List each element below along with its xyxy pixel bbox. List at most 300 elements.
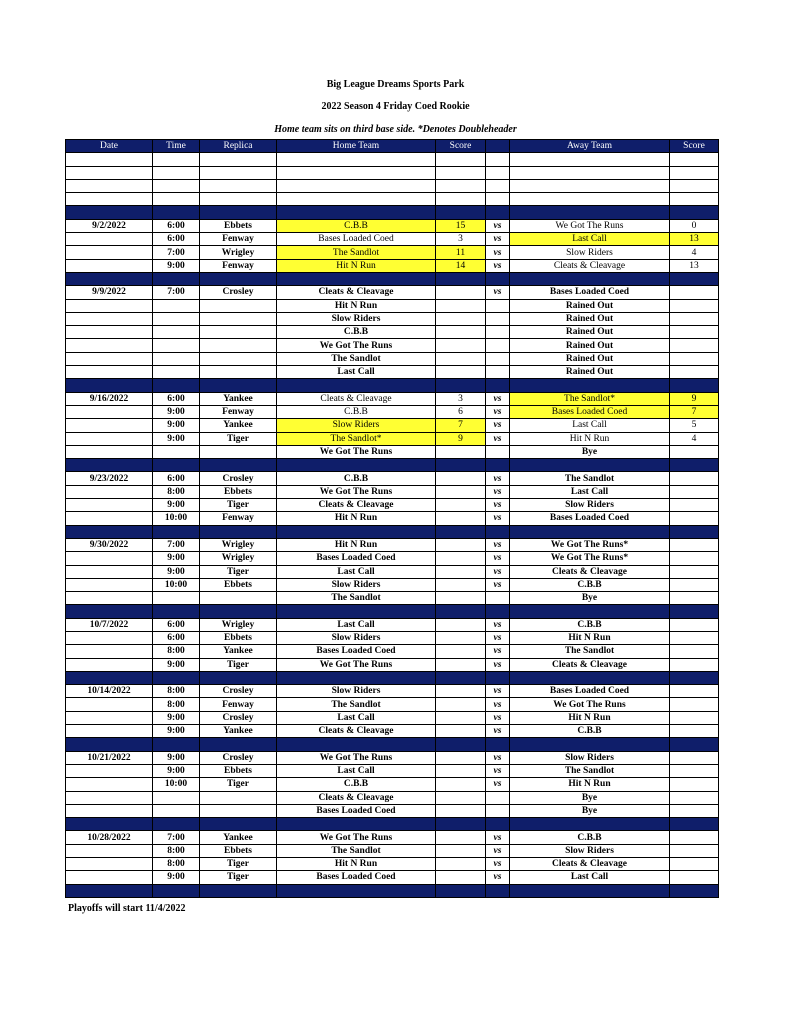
time-cell xyxy=(153,352,200,365)
time-cell: 8:00 xyxy=(153,698,200,711)
home-team-cell: Cleats & Cleavage xyxy=(277,725,436,738)
away-score-cell xyxy=(670,366,719,379)
vs-cell: vs xyxy=(486,618,510,631)
home-team-cell: Cleats & Cleavage xyxy=(277,392,436,405)
date-cell xyxy=(66,312,153,325)
date-cell: 10/7/2022 xyxy=(66,618,153,631)
vs-cell: vs xyxy=(486,685,510,698)
away-score-cell xyxy=(670,272,719,285)
separator-row xyxy=(66,671,719,684)
vs-cell: vs xyxy=(486,538,510,551)
vs-cell xyxy=(486,818,510,831)
away-score-cell xyxy=(670,804,719,817)
home-team-cell xyxy=(277,179,436,192)
replica-cell: Fenway xyxy=(200,405,277,418)
time-cell: 6:00 xyxy=(153,219,200,232)
table-row xyxy=(66,685,719,698)
home-team-cell: The Sandlot xyxy=(277,352,436,365)
replica-cell: Yankee xyxy=(200,831,277,844)
date-cell xyxy=(66,764,153,777)
replica-cell xyxy=(200,312,277,325)
home-score-cell xyxy=(436,445,486,458)
page-subtitle: 2022 Season 4 Friday Coed Rookie xyxy=(321,101,470,112)
away-team-cell: Bases Loaded Coed xyxy=(510,685,670,698)
away-team-cell: Bye xyxy=(510,804,670,817)
replica-cell: Crosley xyxy=(200,751,277,764)
away-score-cell xyxy=(670,592,719,605)
home-team-cell: The Sandlot xyxy=(277,246,436,259)
time-cell: 9:00 xyxy=(153,552,200,565)
separator-row xyxy=(66,738,719,751)
away-team-cell: Slow Riders xyxy=(510,751,670,764)
table-row xyxy=(66,219,719,232)
home-score-cell xyxy=(436,538,486,551)
home-score-cell xyxy=(436,605,486,618)
table-row xyxy=(66,432,719,445)
time-cell: 8:00 xyxy=(153,645,200,658)
time-cell xyxy=(153,525,200,538)
replica-cell: Tiger xyxy=(200,658,277,671)
table-row xyxy=(66,764,719,777)
separator-row xyxy=(66,884,719,897)
replica-cell: Tiger xyxy=(200,499,277,512)
away-score-cell xyxy=(670,153,719,166)
home-team-cell: Slow Riders xyxy=(277,312,436,325)
vs-cell: vs xyxy=(486,831,510,844)
date-cell xyxy=(66,658,153,671)
replica-cell xyxy=(200,379,277,392)
away-team-cell xyxy=(510,738,670,751)
home-team-cell: Cleats & Cleavage xyxy=(277,286,436,299)
blank-row xyxy=(66,153,719,166)
replica-cell: Fenway xyxy=(200,259,277,272)
vs-cell: vs xyxy=(486,565,510,578)
home-team-cell xyxy=(277,459,436,472)
date-cell xyxy=(66,206,153,219)
time-cell xyxy=(153,179,200,192)
replica-cell: Tiger xyxy=(200,778,277,791)
date-cell: 10/21/2022 xyxy=(66,751,153,764)
table-row xyxy=(66,326,719,339)
home-score-cell xyxy=(436,552,486,565)
time-cell: 7:00 xyxy=(153,831,200,844)
home-team-cell: Bases Loaded Coed xyxy=(277,804,436,817)
away-score-cell xyxy=(670,685,719,698)
date-cell xyxy=(66,419,153,432)
vs-cell: vs xyxy=(486,631,510,644)
home-team-cell xyxy=(277,166,436,179)
replica-cell xyxy=(200,193,277,206)
vs-cell xyxy=(486,738,510,751)
replica-cell: Wrigley xyxy=(200,246,277,259)
table-row xyxy=(66,725,719,738)
replica-cell: Ebbets xyxy=(200,219,277,232)
replica-cell xyxy=(200,592,277,605)
replica-cell: Yankee xyxy=(200,725,277,738)
vs-cell xyxy=(486,166,510,179)
vs-cell xyxy=(486,605,510,618)
time-cell: 10:00 xyxy=(153,512,200,525)
away-team-cell: Last Call xyxy=(510,419,670,432)
home-team-cell: We Got The Runs xyxy=(277,485,436,498)
away-score-cell xyxy=(670,193,719,206)
time-cell xyxy=(153,671,200,684)
replica-cell: Fenway xyxy=(200,233,277,246)
time-cell: 7:00 xyxy=(153,286,200,299)
away-team-cell: Slow Riders xyxy=(510,844,670,857)
away-team-cell xyxy=(510,206,670,219)
replica-cell: Tiger xyxy=(200,565,277,578)
col-header-home-score: Score xyxy=(436,140,486,153)
table-row xyxy=(66,259,719,272)
away-team-cell: We Got The Runs xyxy=(510,219,670,232)
time-cell: 6:00 xyxy=(153,472,200,485)
home-score-cell: 7 xyxy=(436,419,486,432)
replica-cell xyxy=(200,352,277,365)
vs-cell xyxy=(486,326,510,339)
date-cell xyxy=(66,605,153,618)
home-score-cell: 3 xyxy=(436,233,486,246)
away-score-cell xyxy=(670,552,719,565)
separator-row xyxy=(66,379,719,392)
away-score-cell xyxy=(670,565,719,578)
home-score-cell xyxy=(436,352,486,365)
date-cell xyxy=(66,432,153,445)
home-score-cell xyxy=(436,858,486,871)
vs-cell xyxy=(486,352,510,365)
replica-cell: Ebbets xyxy=(200,631,277,644)
away-team-cell: Bases Loaded Coed xyxy=(510,512,670,525)
date-cell: 9/2/2022 xyxy=(66,219,153,232)
replica-cell xyxy=(200,326,277,339)
home-score-cell xyxy=(436,818,486,831)
date-cell xyxy=(66,631,153,644)
away-score-cell xyxy=(670,751,719,764)
table-row xyxy=(66,339,719,352)
home-team-cell: Hit N Run xyxy=(277,299,436,312)
vs-cell: vs xyxy=(486,233,510,246)
home-team-cell xyxy=(277,272,436,285)
date-cell xyxy=(66,698,153,711)
away-team-cell: The Sandlot* xyxy=(510,392,670,405)
page-title: Big League Dreams Sports Park xyxy=(326,79,465,90)
away-team-cell xyxy=(510,818,670,831)
col-header-vs xyxy=(486,140,510,153)
vs-cell xyxy=(486,272,510,285)
away-team-cell: Last Call xyxy=(510,485,670,498)
table-row xyxy=(66,578,719,591)
replica-cell: Yankee xyxy=(200,392,277,405)
away-score-cell xyxy=(670,166,719,179)
home-score-cell xyxy=(436,565,486,578)
away-team-cell: The Sandlot xyxy=(510,764,670,777)
date-cell: 9/9/2022 xyxy=(66,286,153,299)
vs-cell: vs xyxy=(486,764,510,777)
away-score-cell xyxy=(670,698,719,711)
time-cell: 6:00 xyxy=(153,233,200,246)
home-team-cell xyxy=(277,818,436,831)
page-note: Home team sits on third base side. *Denotes Doubleheader xyxy=(274,124,517,135)
table-row xyxy=(66,618,719,631)
home-team-cell xyxy=(277,153,436,166)
home-score-cell xyxy=(436,166,486,179)
time-cell: 9:00 xyxy=(153,405,200,418)
away-score-cell: 5 xyxy=(670,419,719,432)
schedule-table xyxy=(65,139,719,898)
date-cell: 10/28/2022 xyxy=(66,831,153,844)
away-team-cell: The Sandlot xyxy=(510,645,670,658)
table-row xyxy=(66,485,719,498)
home-score-cell xyxy=(436,738,486,751)
home-score-cell xyxy=(436,804,486,817)
home-team-cell: The Sandlot* xyxy=(277,432,436,445)
date-cell xyxy=(66,485,153,498)
home-score-cell xyxy=(436,459,486,472)
time-cell: 8:00 xyxy=(153,844,200,857)
away-score-cell xyxy=(670,352,719,365)
away-team-cell: Cleats & Cleavage xyxy=(510,259,670,272)
replica-cell: Tiger xyxy=(200,858,277,871)
home-team-cell: Bases Loaded Coed xyxy=(277,233,436,246)
time-cell xyxy=(153,206,200,219)
replica-cell: Yankee xyxy=(200,419,277,432)
vs-cell: vs xyxy=(486,286,510,299)
away-score-cell xyxy=(670,858,719,871)
home-score-cell xyxy=(436,671,486,684)
away-score-cell xyxy=(670,538,719,551)
home-score-cell xyxy=(436,525,486,538)
away-team-cell: Hit N Run xyxy=(510,631,670,644)
date-cell xyxy=(66,725,153,738)
date-cell: 9/23/2022 xyxy=(66,472,153,485)
home-team-cell xyxy=(277,525,436,538)
replica-cell: Crosley xyxy=(200,711,277,724)
home-score-cell xyxy=(436,751,486,764)
away-team-cell: The Sandlot xyxy=(510,472,670,485)
separator-row xyxy=(66,459,719,472)
away-score-cell xyxy=(670,764,719,777)
vs-cell xyxy=(486,206,510,219)
home-score-cell xyxy=(436,884,486,897)
home-team-cell: We Got The Runs xyxy=(277,445,436,458)
away-score-cell xyxy=(670,499,719,512)
home-score-cell xyxy=(436,685,486,698)
home-team-cell: Last Call xyxy=(277,618,436,631)
replica-cell xyxy=(200,339,277,352)
time-cell xyxy=(153,153,200,166)
schedule-body xyxy=(66,153,719,898)
home-score-cell xyxy=(436,206,486,219)
vs-cell: vs xyxy=(486,219,510,232)
vs-cell: vs xyxy=(486,858,510,871)
home-score-cell xyxy=(436,698,486,711)
away-team-cell xyxy=(510,525,670,538)
home-team-cell: Hit N Run xyxy=(277,858,436,871)
away-team-cell xyxy=(510,379,670,392)
replica-cell: Ebbets xyxy=(200,485,277,498)
home-team-cell: Bases Loaded Coed xyxy=(277,871,436,884)
replica-cell xyxy=(200,605,277,618)
home-team-cell: C.B.B xyxy=(277,405,436,418)
replica-cell xyxy=(200,804,277,817)
table-row xyxy=(66,472,719,485)
away-team-cell: C.B.B xyxy=(510,831,670,844)
vs-cell xyxy=(486,592,510,605)
date-cell xyxy=(66,525,153,538)
replica-cell xyxy=(200,299,277,312)
home-score-cell xyxy=(436,631,486,644)
date-cell xyxy=(66,499,153,512)
away-score-cell: 0 xyxy=(670,219,719,232)
time-cell xyxy=(153,791,200,804)
time-cell: 9:00 xyxy=(153,565,200,578)
table-row xyxy=(66,366,719,379)
home-score-cell xyxy=(436,592,486,605)
vs-cell xyxy=(486,884,510,897)
replica-cell xyxy=(200,459,277,472)
home-team-cell xyxy=(277,671,436,684)
date-cell xyxy=(66,193,153,206)
vs-cell xyxy=(486,459,510,472)
replica-cell: Wrigley xyxy=(200,552,277,565)
date-cell xyxy=(66,552,153,565)
away-team-cell xyxy=(510,179,670,192)
table-row xyxy=(66,711,719,724)
home-score-cell xyxy=(436,299,486,312)
home-score-cell xyxy=(436,485,486,498)
away-score-cell xyxy=(670,179,719,192)
home-team-cell xyxy=(277,738,436,751)
vs-cell xyxy=(486,366,510,379)
time-cell: 9:00 xyxy=(153,764,200,777)
vs-cell: vs xyxy=(486,658,510,671)
vs-cell xyxy=(486,525,510,538)
home-team-cell: The Sandlot xyxy=(277,698,436,711)
away-score-cell xyxy=(670,618,719,631)
away-score-cell xyxy=(670,525,719,538)
vs-cell: vs xyxy=(486,711,510,724)
table-row xyxy=(66,286,719,299)
replica-cell xyxy=(200,366,277,379)
home-score-cell xyxy=(436,286,486,299)
away-score-cell xyxy=(670,206,719,219)
home-team-cell: We Got The Runs xyxy=(277,339,436,352)
vs-cell xyxy=(486,339,510,352)
vs-cell: vs xyxy=(486,578,510,591)
away-team-cell: Bye xyxy=(510,445,670,458)
home-score-cell xyxy=(436,193,486,206)
home-score-cell xyxy=(436,844,486,857)
away-team-cell: Rained Out xyxy=(510,366,670,379)
vs-cell xyxy=(486,179,510,192)
date-cell xyxy=(66,711,153,724)
col-header-away-team: Away Team xyxy=(510,140,670,153)
time-cell xyxy=(153,193,200,206)
footer-note: Playoffs will start 11/4/2022 xyxy=(68,903,186,914)
blank-row xyxy=(66,179,719,192)
time-cell: 10:00 xyxy=(153,578,200,591)
home-score-cell xyxy=(436,764,486,777)
table-row xyxy=(66,512,719,525)
table-row xyxy=(66,858,719,871)
table-row xyxy=(66,592,719,605)
blank-row xyxy=(66,193,719,206)
replica-cell xyxy=(200,738,277,751)
home-score-cell xyxy=(436,312,486,325)
time-cell xyxy=(153,326,200,339)
away-score-cell xyxy=(670,379,719,392)
time-cell: 7:00 xyxy=(153,538,200,551)
table-row xyxy=(66,445,719,458)
date-cell: 9/30/2022 xyxy=(66,538,153,551)
away-team-cell: Hit N Run xyxy=(510,711,670,724)
vs-cell: vs xyxy=(486,259,510,272)
vs-cell xyxy=(486,153,510,166)
time-cell: 9:00 xyxy=(153,259,200,272)
date-cell xyxy=(66,818,153,831)
table-row xyxy=(66,552,719,565)
away-team-cell: Hit N Run xyxy=(510,432,670,445)
vs-cell xyxy=(486,804,510,817)
home-team-cell: Slow Riders xyxy=(277,419,436,432)
away-team-cell: Rained Out xyxy=(510,312,670,325)
home-team-cell xyxy=(277,884,436,897)
home-score-cell: 11 xyxy=(436,246,486,259)
time-cell: 9:00 xyxy=(153,419,200,432)
date-cell xyxy=(66,259,153,272)
away-score-cell xyxy=(670,631,719,644)
replica-cell: Fenway xyxy=(200,512,277,525)
away-score-cell xyxy=(670,884,719,897)
date-cell xyxy=(66,844,153,857)
date-cell xyxy=(66,153,153,166)
time-cell xyxy=(153,299,200,312)
date-cell xyxy=(66,339,153,352)
replica-cell: Fenway xyxy=(200,698,277,711)
home-score-cell xyxy=(436,658,486,671)
away-team-cell: Bases Loaded Coed xyxy=(510,286,670,299)
replica-cell xyxy=(200,206,277,219)
away-score-cell: 13 xyxy=(670,259,719,272)
time-cell: 9:00 xyxy=(153,751,200,764)
table-row xyxy=(66,538,719,551)
time-cell xyxy=(153,738,200,751)
vs-cell xyxy=(486,299,510,312)
date-cell xyxy=(66,326,153,339)
vs-cell: vs xyxy=(486,485,510,498)
table-row xyxy=(66,658,719,671)
away-score-cell xyxy=(670,578,719,591)
replica-cell: Crosley xyxy=(200,685,277,698)
date-cell xyxy=(66,299,153,312)
time-cell xyxy=(153,366,200,379)
time-cell: 6:00 xyxy=(153,618,200,631)
date-cell xyxy=(66,578,153,591)
vs-cell: vs xyxy=(486,392,510,405)
away-score-cell xyxy=(670,725,719,738)
date-cell xyxy=(66,565,153,578)
away-team-cell: Bases Loaded Coed xyxy=(510,405,670,418)
home-team-cell: C.B.B xyxy=(277,778,436,791)
home-team-cell: We Got The Runs xyxy=(277,658,436,671)
replica-cell: Yankee xyxy=(200,645,277,658)
replica-cell: Tiger xyxy=(200,871,277,884)
date-cell xyxy=(66,871,153,884)
vs-cell: vs xyxy=(486,698,510,711)
vs-cell xyxy=(486,671,510,684)
date-cell: 10/14/2022 xyxy=(66,685,153,698)
home-team-cell: Cleats & Cleavage xyxy=(277,499,436,512)
